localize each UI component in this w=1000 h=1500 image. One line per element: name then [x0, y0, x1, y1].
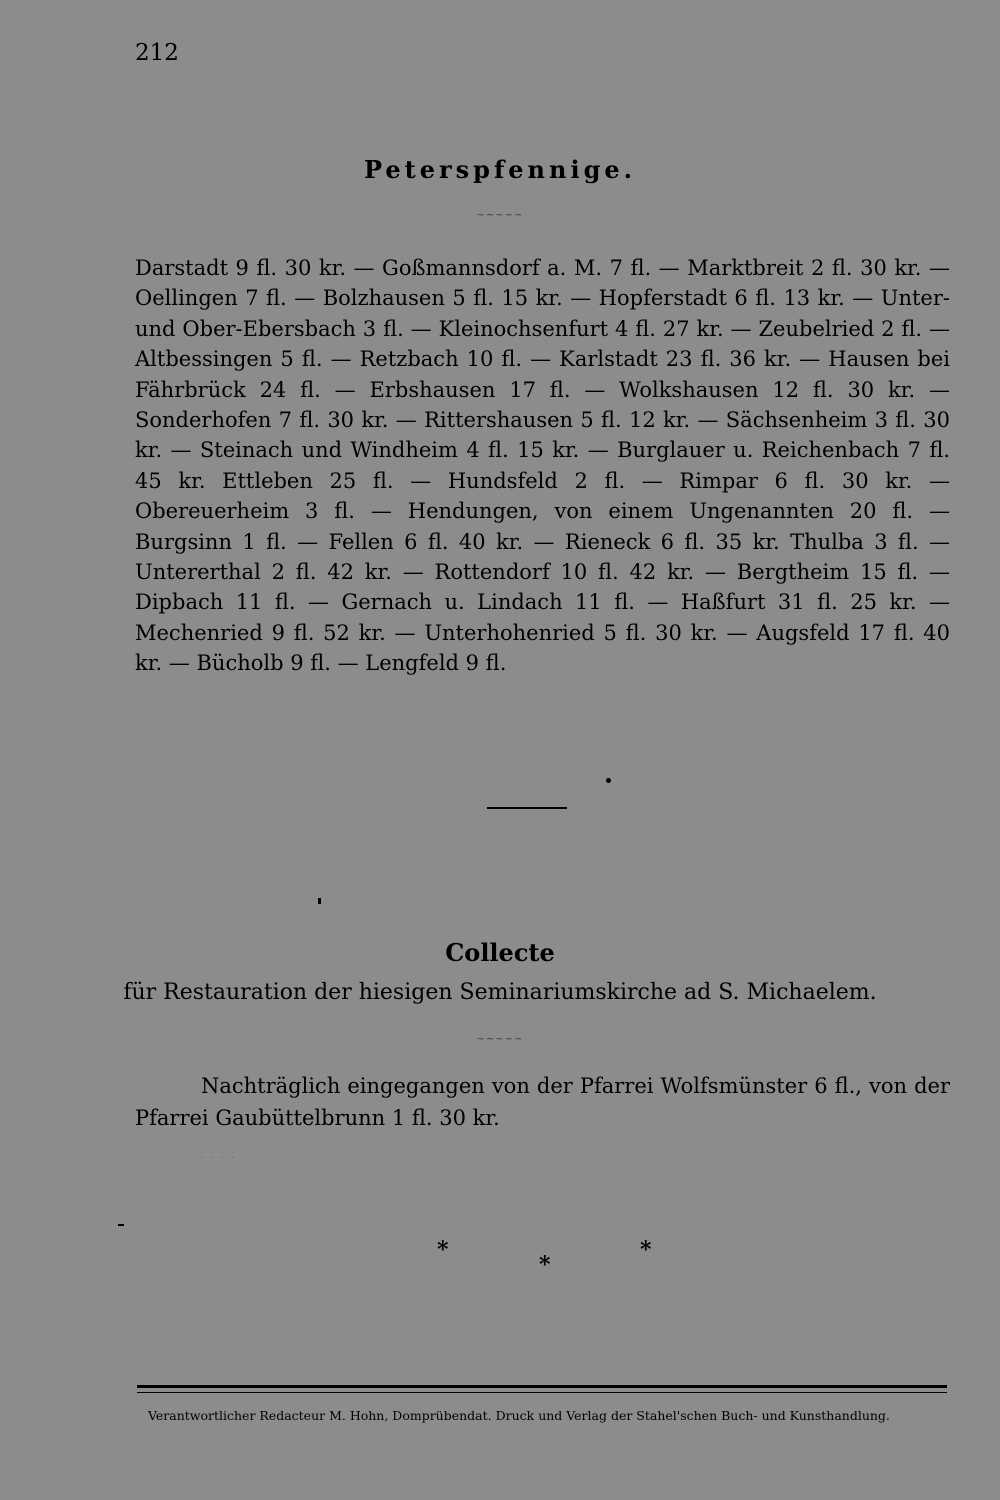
- section-title-collecte: Collecte: [445, 938, 555, 967]
- section-subtitle: für Restauration der hiesigen Seminariumskirche ad S. Michaelem.: [123, 980, 877, 1005]
- footer-rule: [137, 1385, 947, 1388]
- ornament-divider: ~~~~~: [476, 1034, 524, 1045]
- asterisk-ornament: *: [539, 1252, 551, 1278]
- print-mark: [118, 1224, 124, 1226]
- asterisk-ornament: *: [437, 1237, 449, 1263]
- collecte-paragraph: Nachträglich eingegangen von der Pfarrei Wolfsmünster 6 fl., von der Pfarrei Gaubüttelbrunn 1 fl. 30 kr.: [135, 1074, 950, 1130]
- imprint-footer: Verantwortlicher Redacteur M. Hohn, Domprübendat. Druck und Verlag der Stahel'schen Buch- und Kunsthandlung.: [148, 1408, 890, 1423]
- page-number: 212: [135, 40, 179, 66]
- footer-rule: [137, 1392, 947, 1393]
- separator-dot: [606, 778, 611, 783]
- section-title-peterspfennige: Peterspfennige.: [364, 155, 636, 184]
- asterisk-ornament: *: [640, 1237, 652, 1263]
- print-speckle: . . . .: [200, 1150, 237, 1161]
- print-mark: [318, 898, 321, 904]
- ornament-divider: ~~~~~: [476, 210, 524, 221]
- donations-paragraph: Darstadt 9 fl. 30 kr. — Goßmannsdorf a. M. 7 fl. — Marktbreit 2 fl. 30 kr. — Oellingen 7 fl. — Bolzhausen 5 fl. 15 kr. — Hopferstadt 6 fl. 13 kr. — Unter- und Ober-Ebersbach 3 fl. — Kleinochsenfurt 4 fl. 27 kr. — Zeubelried 2 fl. — Altbessingen 5 fl. — Retzbach 10 fl. — Karlstadt 23 fl. 36 kr. — Hausen bei Fährbrück 24 fl. — Erbshausen 17 fl. — Wolkshausen 12 fl. 30 kr. — Sonderhofen 7 fl. 30 kr. — Rittershausen 5 fl. 12 kr. — Sächsenheim 3 fl. 30 kr. — Steinach und Windheim 4 fl. 15 kr. — Burglauer u. Reichenbach 7 fl. 45 kr. Ettleben 25 fl. — Hundsfeld 2 fl. — Rimpar 6 fl. 30 kr. — Obereuerheim 3 fl. — Hendungen, von einem Ungenannten 20 fl. — Burgsinn 1 fl. — Fellen 6 fl. 40 kr. — Rieneck 6 fl. 35 kr. Thulba 3 fl. — Untererthal 2 fl. 42 kr. — Rottendorf 10 fl. 42 kr. — Bergtheim 15 fl. — Dipbach 11 fl. — Gernach u. Lindach 11 fl. — Haßfurt 31 fl. 25 kr. — Mechenried 9 fl. 52 kr. — Unterhohenried 5 fl. 30 kr. — Augsfeld 17 fl. 40 kr. — Bücholb 9 fl. — Lengfeld 9 fl.: [135, 256, 950, 676]
- separator-rule: [487, 807, 567, 809]
